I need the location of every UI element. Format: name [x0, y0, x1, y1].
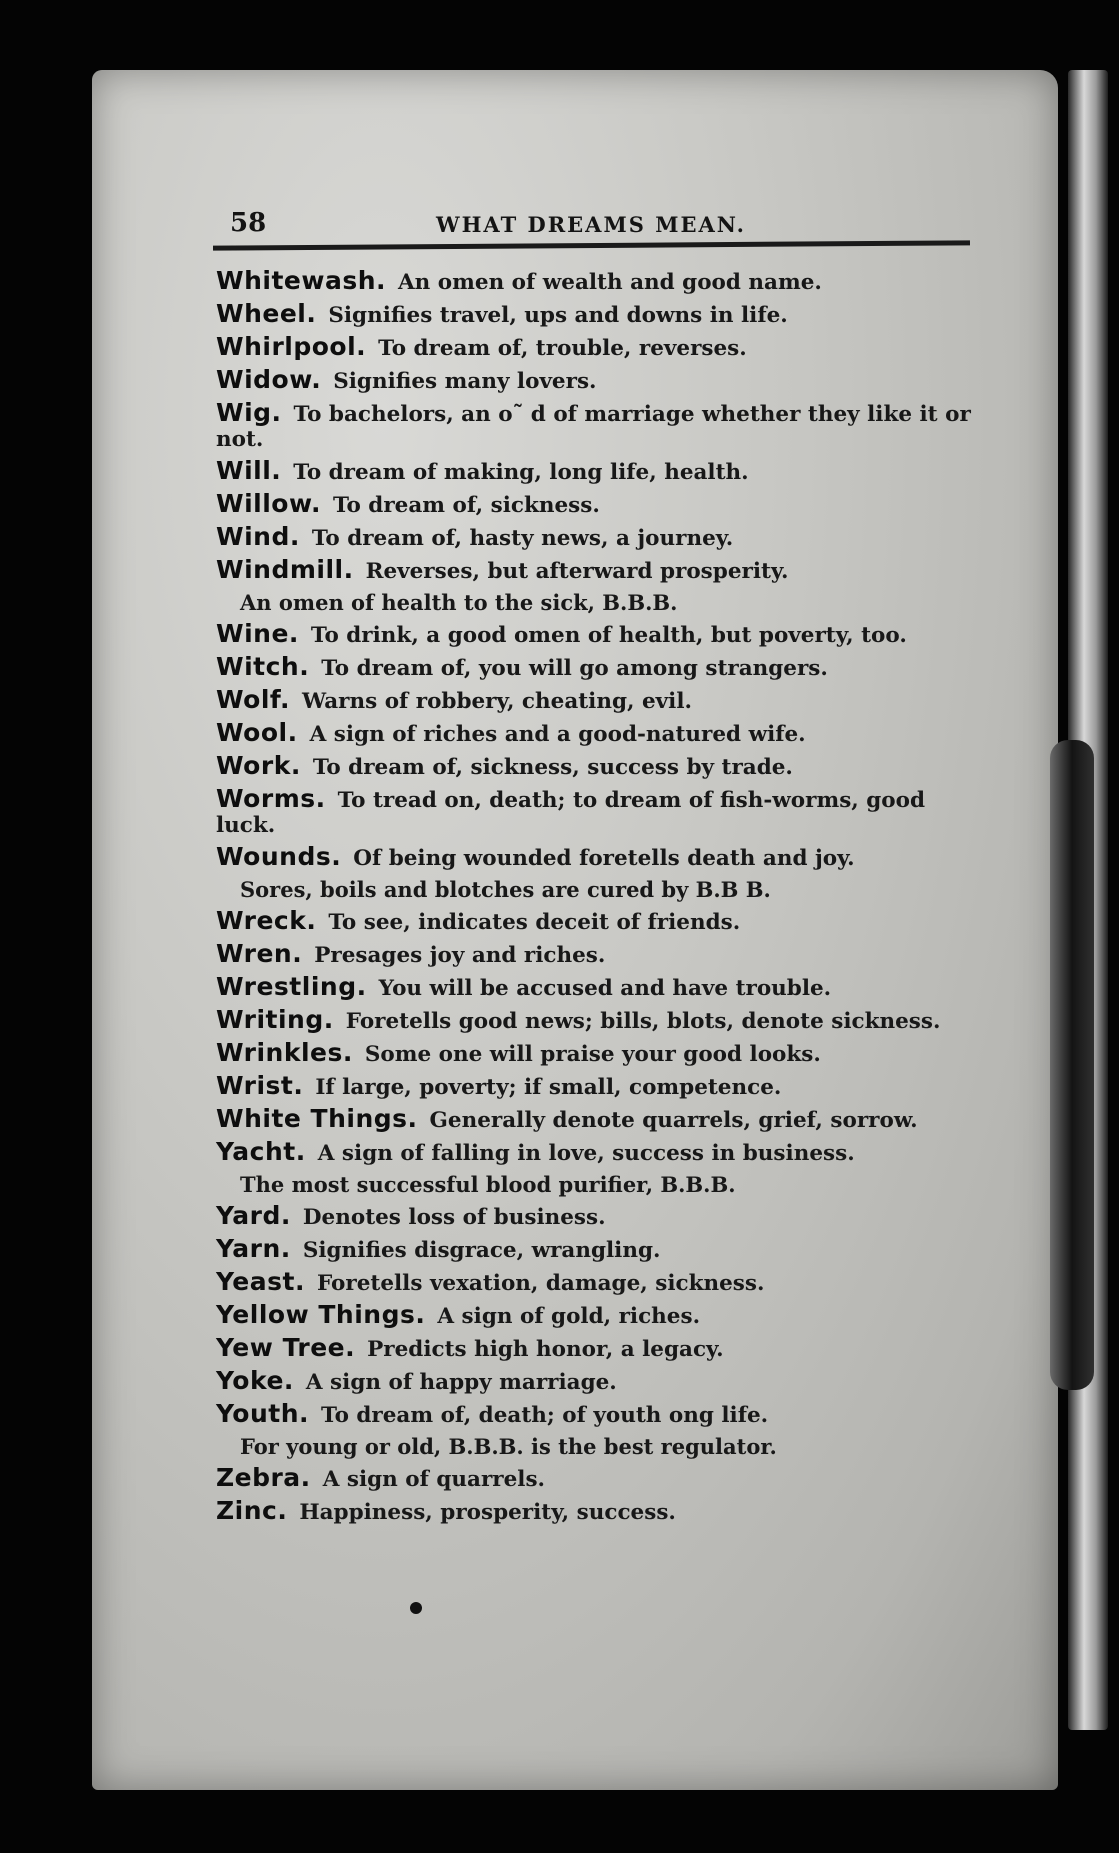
entry-definition: To dream of, sickness. [332, 493, 600, 518]
dictionary-entry [216, 1139, 976, 1166]
entry-definition: Reverses, but afterward prosperity. [365, 559, 789, 584]
dictionary-entry [216, 1368, 976, 1395]
dictionary-entry [216, 1335, 976, 1362]
entry-headword: Whitewash. [216, 266, 386, 295]
dictionary-entry [216, 1236, 976, 1263]
dictionary-entry [216, 621, 976, 648]
entry-headword: Wren. [216, 939, 303, 968]
entry-definition: A sign of quarrels. [322, 1467, 546, 1492]
dictionary-entry [216, 458, 976, 485]
entry-definition: Some one will praise your good looks. [364, 1042, 821, 1067]
entry-definition: Presages joy and riches. [314, 943, 606, 968]
entry-headword: Willow. [216, 489, 321, 518]
entry-definition: To dream of, you will go among strangers. [321, 656, 828, 681]
entry-definition: A sign of falling in love, success in business. [317, 1141, 855, 1166]
entry-headword: Wheel. [216, 299, 317, 328]
dictionary-entry [216, 753, 976, 780]
entry-headword: Wrist. [216, 1071, 304, 1100]
entry-definition: To dream of, trouble, reverses. [378, 336, 747, 361]
dream-entries-list [216, 268, 976, 1531]
dictionary-entry [216, 334, 976, 361]
dictionary-entry [216, 687, 976, 714]
entry-headword: Yarn. [216, 1234, 291, 1263]
entry-headword: Yoke. [216, 1366, 294, 1395]
advertisement-line: For young or old, B.B.B. is the best regulator. [240, 1434, 777, 1459]
entry-headword: Wool. [216, 718, 298, 747]
entry-definition: You will be accused and have trouble. [378, 976, 832, 1001]
entry-headword: Yeast. [216, 1267, 305, 1296]
dictionary-entry [216, 974, 976, 1001]
entry-definition: Signifies disgrace, wrangling. [302, 1238, 661, 1263]
running-title: WHAT DREAMS MEAN. [436, 212, 746, 237]
entry-definition: If large, poverty; if small, competence. [315, 1075, 782, 1100]
dictionary-entry [216, 400, 976, 452]
entry-definition: To see, indicates deceit of friends. [328, 910, 741, 935]
dictionary-entry [216, 1401, 976, 1428]
entry-headword: Yard. [216, 1201, 291, 1230]
entry-headword: Wine. [216, 619, 299, 648]
dictionary-entry [216, 1073, 976, 1100]
entry-definition: To dream of, sickness, success by trade. [312, 755, 793, 780]
entry-headword: Will. [216, 456, 282, 485]
entry-headword: Windmill. [216, 555, 354, 584]
entry-definition: To dream of, hasty news, a journey. [311, 526, 734, 551]
entry-headword: Widow. [216, 365, 322, 394]
binding-shadow [1050, 740, 1094, 1390]
advertisement-line: An omen of health to the sick, B.B.B. [240, 590, 678, 615]
page-number: 58 [230, 208, 267, 238]
dictionary-entry [216, 1106, 976, 1133]
entry-definition: To drink, a good omen of health, but poverty, too. [310, 623, 907, 648]
entry-definition: Predicts high honor, a legacy. [367, 1337, 724, 1362]
entry-headword: Yacht. [216, 1137, 306, 1166]
entry-headword: Zinc. [216, 1496, 288, 1525]
entry-headword: Whirlpool. [216, 332, 367, 361]
entry-definition: To dream of, death; of youth ong life. [321, 1403, 769, 1428]
entry-headword: Yellow Things. [216, 1300, 426, 1329]
dictionary-entry [216, 844, 976, 871]
entry-headword: Work. [216, 751, 301, 780]
entry-headword: Wrestling. [216, 972, 367, 1001]
entry-definition: A sign of gold, riches. [437, 1304, 701, 1329]
entry-headword: Wreck. [216, 906, 317, 935]
entry-definition: An omen of wealth and good name. [398, 270, 822, 295]
entry-definition: To dream of making, long life, health. [293, 460, 749, 485]
dictionary-entry [216, 557, 976, 584]
entry-headword: Wig. [216, 398, 282, 427]
entry-definition: Generally denote quarrels, grief, sorrow. [429, 1108, 918, 1133]
entry-definition: Of being wounded foretells death and joy. [353, 846, 855, 871]
dictionary-entry [216, 1203, 976, 1230]
entry-definition: Warns of robbery, cheating, evil. [301, 689, 692, 714]
dictionary-entry [216, 1465, 976, 1492]
entry-headword: Yew Tree. [216, 1333, 356, 1362]
entry-definition: Foretells vexation, damage, sickness. [316, 1271, 765, 1296]
entry-headword: Wrinkles. [216, 1038, 353, 1067]
dictionary-entry [216, 908, 976, 935]
entry-headword: Wolf. [216, 685, 290, 714]
entry-definition: A sign of happy marriage. [305, 1370, 617, 1395]
entry-headword: White Things. [216, 1104, 418, 1133]
entry-headword: Wind. [216, 522, 300, 551]
dictionary-entry [216, 367, 976, 394]
entry-definition: Happiness, prosperity, success. [299, 1500, 676, 1525]
entry-definition: Foretells good news; bills, blots, denote sickness. [345, 1009, 941, 1034]
dictionary-entry [216, 301, 976, 328]
dictionary-entry [216, 1007, 976, 1034]
dictionary-entry [216, 524, 976, 551]
entry-definition: A sign of riches and a good-natured wife. [309, 722, 806, 747]
dictionary-entry [216, 1498, 976, 1525]
entry-headword: Zebra. [216, 1463, 311, 1492]
entry-headword: Wounds. [216, 842, 342, 871]
entry-headword: Worms. [216, 784, 326, 813]
page-mark [410, 1602, 422, 1614]
entry-definition: Denotes loss of business. [302, 1205, 606, 1230]
dictionary-entry [216, 1269, 976, 1296]
entry-definition: To tread on, death; to dream of fish-worms, good luck. [216, 788, 926, 838]
entry-definition: Signifies many lovers. [333, 369, 597, 394]
dictionary-entry [216, 491, 976, 518]
dictionary-entry [216, 720, 976, 747]
dictionary-entry [216, 268, 976, 295]
entry-headword: Youth. [216, 1399, 310, 1428]
advertisement-line: The most successful blood purifier, B.B.B. [240, 1172, 736, 1197]
entry-definition: To bachelors, an o˜ d of marriage whether they like it or not. [216, 402, 971, 452]
entry-definition: Signifies travel, ups and downs in life. [328, 303, 788, 328]
dictionary-entry [216, 1302, 976, 1329]
dictionary-entry [216, 1040, 976, 1067]
dictionary-entry [216, 786, 976, 838]
advertisement-line: Sores, boils and blotches are cured by B.B B. [240, 877, 771, 902]
dictionary-entry [216, 654, 976, 681]
entry-headword: Writing. [216, 1005, 334, 1034]
entry-headword: Witch. [216, 652, 310, 681]
dictionary-entry [216, 941, 976, 968]
